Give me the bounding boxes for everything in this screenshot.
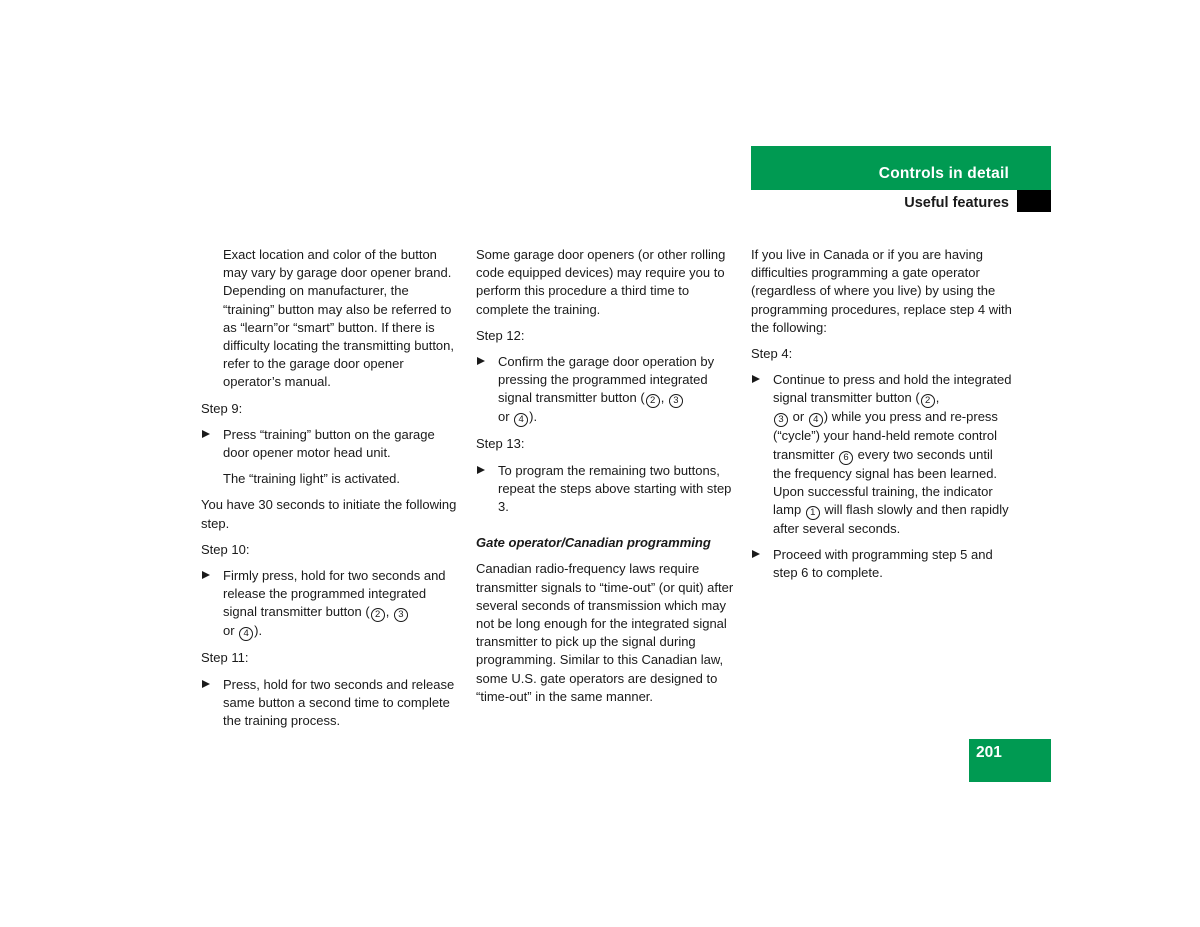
button-location-note: Exact location and color of the button may vary by garage door opener brand. Depending on manufacturer, the “training” button may also be referred to as “learn”or “smart” button. If there is difficulty locating the transmitting button, refer to the garage door opener operator’s manual.: [223, 247, 454, 390]
callout-3-icon: 3: [669, 394, 683, 408]
callout-2-icon: 2: [921, 394, 935, 408]
step-11-label: Step 11:: [201, 650, 249, 666]
callout-1-icon: 1: [806, 506, 820, 520]
section-title: Controls in detail: [878, 165, 1009, 182]
step-9-result: The “training light” is activated.: [223, 471, 401, 487]
section-header-bar: [751, 146, 1051, 190]
subsection-header: [751, 190, 1051, 212]
bullet-arrow-icon: [752, 550, 760, 558]
page-number-box: [969, 739, 1051, 782]
step-12-instruction: Confirm the garage door operation by pressing the programmed integrated signal transmitter button ( 2 , 3 or 4 ).: [476, 353, 738, 427]
step-9-label: Step 9:: [201, 400, 243, 416]
gate-operator-heading: Gate operator/Canadian programming: [476, 535, 711, 551]
page-number: 201: [976, 744, 1002, 761]
column-3: [751, 246, 1013, 591]
canadian-law-paragraph: Canadian radio-frequency laws require transmitter signals to “time-out” (or quit) after several seconds of transmission which may not be long enough for the integrated signal transmitter to pick up the signal during programming. Similar to this Canadian law, some U.S. gate operators are designed to “time-out” in the same manner.: [476, 561, 734, 704]
step-12-label: Step 12:: [476, 327, 525, 343]
step-11-instruction: Press, hold for two seconds and release same button a second time to complete the training process.: [201, 676, 463, 731]
step-10-instruction: Firmly press, hold for two seconds and release the programmed integrated signal transmitter button ( 2 , 3 or 4 ).: [201, 567, 463, 641]
step-4-instruction: Continue to press and hold the integrated signal transmitter button ( 2 , 3 or 4 ) while you press and re-press (“cycle”) your hand-held remote control transmitter 6 every two seconds until the frequency signal has been learned. Upon successful training, the indicator lamp 1 will flash slowly and then rapidly after several seconds.: [751, 371, 1013, 538]
callout-4-icon: 4: [514, 413, 528, 427]
bullet-arrow-icon: [202, 430, 210, 438]
canada-intro: If you live in Canada or if you are having difficulties programming a gate operator (regardless of where you live) by using the programming procedures, replace step 4 with the following:: [751, 247, 1012, 335]
callout-2-icon: 2: [371, 608, 385, 622]
bullet-arrow-icon: [752, 375, 760, 383]
callout-3-icon: 3: [394, 608, 408, 622]
column-1: [201, 246, 463, 738]
bullet-arrow-icon: [477, 466, 485, 474]
bullet-arrow-icon: [202, 680, 210, 688]
step-10-label: Step 10:: [201, 541, 250, 557]
step-13-label: Step 13:: [476, 436, 525, 452]
callout-2-icon: 2: [646, 394, 660, 408]
bullet-arrow-icon: [202, 571, 210, 579]
subsection-title: Useful features: [904, 195, 1009, 211]
step-4-label: Step 4:: [751, 346, 793, 362]
bullet-arrow-icon: [477, 357, 485, 365]
callout-4-icon: 4: [239, 627, 253, 641]
callout-4-icon: 4: [809, 413, 823, 427]
step-9-instruction: Press “training” button on the garage door opener motor head unit.: [201, 426, 463, 462]
callout-3-icon: 3: [774, 413, 788, 427]
thumb-tab-marker: [1017, 190, 1051, 212]
time-limit-note: You have 30 seconds to initiate the following step.: [201, 497, 457, 531]
callout-6-icon: 6: [839, 451, 853, 465]
step-13-instruction: To program the remaining two buttons, repeat the steps above starting with step 3.: [476, 462, 738, 517]
third-time-note: Some garage door openers (or other rolling code equipped devices) may require you to perform this procedure a third time to complete the training.: [476, 247, 726, 317]
proceed-instruction: Proceed with programming step 5 and step 6 to complete.: [751, 546, 1013, 582]
column-2: [476, 246, 738, 714]
